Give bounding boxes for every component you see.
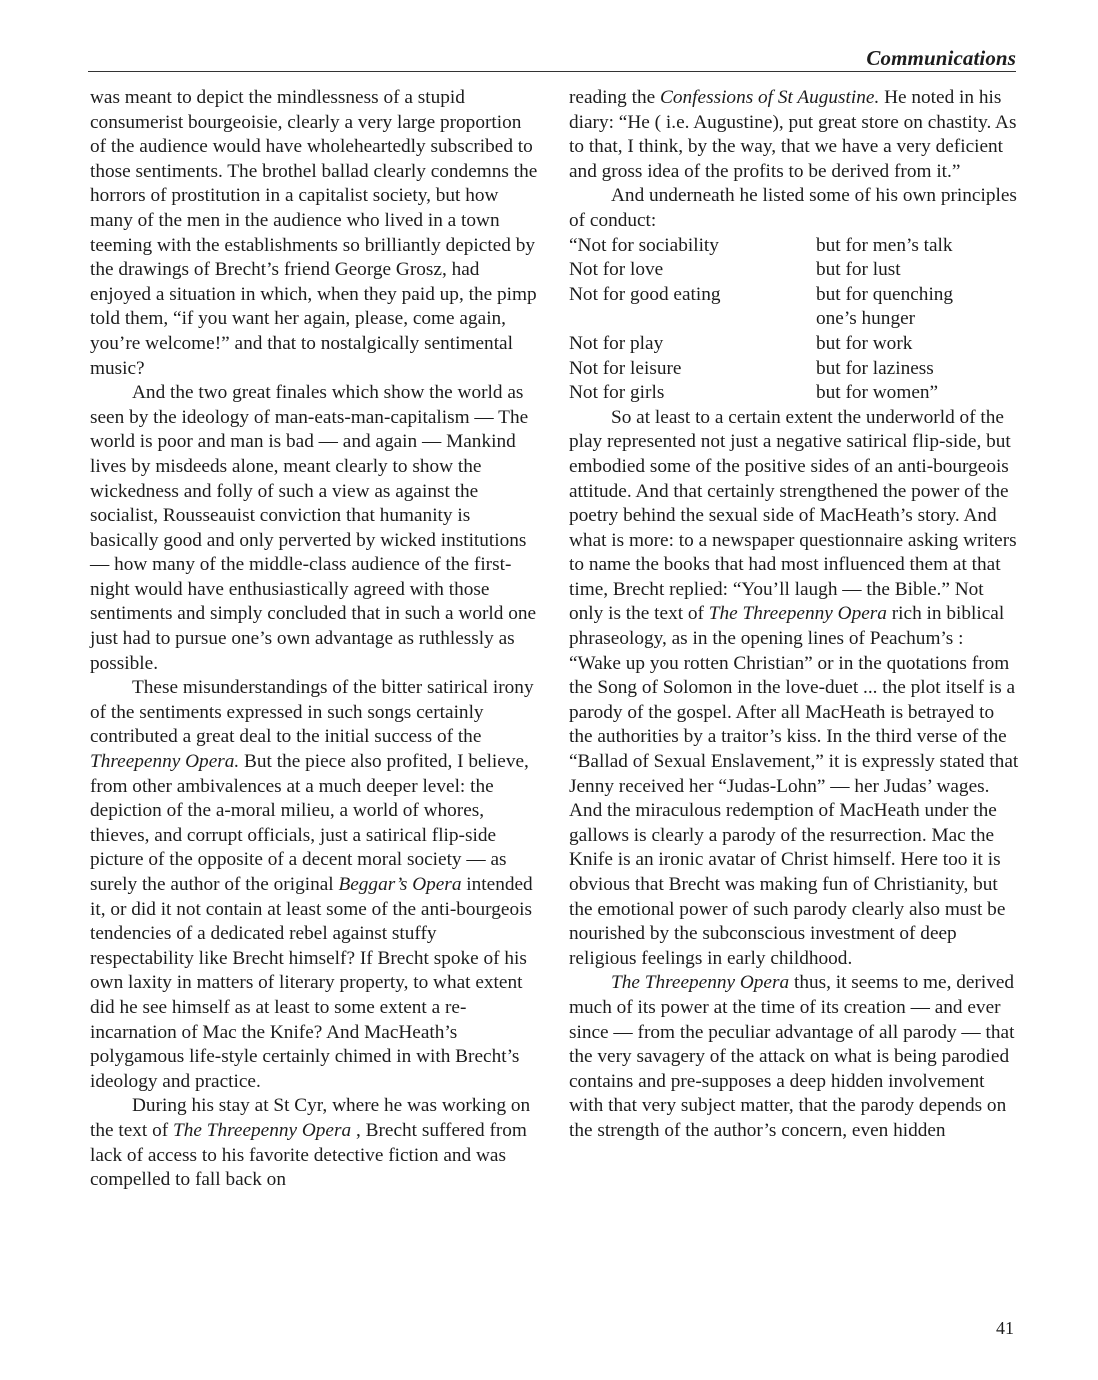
paragraph — [569, 406, 1019, 972]
running-title: Communications — [866, 46, 1016, 70]
text-run: thus, it seems to me, derived much of its power at the time of its creation — and ever since — from the peculiar advantage of all parody — that the very savagery of the attack on what is being parodied contains and pre-supposes a deep hidden involvement with that very subject matter, that the parody depends on the strength of the author’s concern, even hidden — [569, 972, 1015, 1141]
verse-right: but for laziness — [816, 357, 934, 379]
verse-left: “Not for sociability — [569, 234, 719, 256]
right-column — [569, 86, 1019, 1144]
text-run: intended it, or did it not contain at least some of the anti-bourgeois tendencies of a dedicated rebel against stuffy respectability like Brecht himself? If Brecht spoke of his own laxity in matters of literary property, to what extent did he see himself as at least to some extent a re-incarnation of Mac the Knife? And MacHeath’s polygamous life-style certainly chimed in with Brecht’s ideology and practice. — [90, 874, 533, 1092]
verse-line — [569, 332, 1019, 357]
italic-title: The Threepenny Opera — [173, 1119, 352, 1141]
verse-left: Not for leisure — [569, 357, 682, 379]
text-run: He noted in his diary: “He ( i.e. Augustine), put great store on chastity. As to that, I think, by the way, that we have a very deficient and gross idea of the profits to be derived from it.” — [569, 87, 1017, 182]
paragraph — [569, 971, 1019, 1143]
verse-left: Not for love — [569, 259, 664, 281]
italic-title: The Threepenny Opera — [708, 603, 887, 625]
text-run: reading the — [569, 87, 661, 108]
page-number: 41 — [996, 1318, 1014, 1338]
header-rule — [88, 71, 1016, 72]
text-run: , Brecht suffered from lack of access to his favorite detective fiction and was compelled to fall back on — [90, 1119, 527, 1191]
verse-line — [569, 283, 1019, 308]
principles-verse — [569, 234, 1019, 406]
verse-right: but for women” — [816, 382, 939, 404]
verse-right: but for men’s talk — [816, 234, 953, 256]
paragraph: was meant to depict the mindlessness of a stupid consumerist bourgeoisie, clearly a very large proportion of the audience would have wholeheartedly subscribed to those sentiments. The brothel ballad clearly condemns the horrors of prostitution in a capitalist society, but how many of the men in the audience who lived in a town teeming with the establishments so brilliantly depicted by the drawings of Brecht’s friend George Grosz, had enjoyed a situation in which, when they paid up, the pimp told them, “if you want her again, please, come again, you’re welcome!” and that to nostalgically sentimental music? — [90, 87, 538, 379]
paragraph — [569, 86, 1019, 184]
verse-line — [569, 357, 1019, 382]
paragraph: And the two great finales which show the world as seen by the ideology of man-eats-man-capitalism — The world is poor and man is bad — and again — Mankind lives by misdeeds alone, meant clearly to show the wickedness and folly of such a view as against the socialist, Rousseauist conviction that humanity is basically good and only perverted by wicked institutions — how many of the middle-class audience of the first-night would have enthusiastically agreed with those sentiments and simply concluded that in such a world one just had to pursue one’s own advantage as ruthlessly as possible. — [90, 382, 537, 674]
italic-title: Confessions of St Augustine. — [660, 87, 880, 108]
verse-left — [569, 307, 816, 332]
verse-right: but for quenching — [816, 283, 954, 305]
verse-line — [569, 381, 1019, 406]
verse-left: Not for good eating — [569, 283, 721, 305]
italic-title: The Threepenny Opera — [611, 972, 790, 994]
text-run: But the piece also profited, I believe, from other ambivalences at a much deeper level: the depiction of the a-moral milieu, a world of whores, thieves, and corrupt officials, just a satirical flip-side picture of the opposite of a decent moral society — as surely the author of the original — [90, 751, 529, 895]
paragraph: And underneath he listed some of his own principles of conduct: — [569, 185, 1017, 231]
text-run: During his stay at St Cyr, where he was working on the text of — [90, 1095, 531, 1141]
verse-left: Not for girls — [569, 382, 665, 404]
text-run: So at least to a certain extent the underworld of the play represented not just a negative satirical flip-side, but embodied some of the positive sides of an anti-bourgeois attitude. And that certainly strengthened the power of the poetry behind the sexual side of MacHeath’s story. And what is more: to a newspaper questionnaire asking writers to name the books that had most influenced them at that time, Brecht replied: “You’ll laugh — the Bible.” Not only is the text of — [569, 406, 1017, 625]
paragraph — [90, 676, 542, 1094]
paragraph — [90, 1094, 542, 1192]
verse-right: one’s hunger — [816, 308, 916, 330]
verse-right: but for work — [816, 332, 913, 354]
italic-title: Beggar’s Opera — [338, 874, 462, 895]
text-run: rich in biblical phraseology, as in the opening lines of Peachum’s : “Wake up you rotten Christian” or in the quotations from the Song of Solomon in the love-duet ... the plot itself is a parody of the gospel. After all MacHeath is betrayed to the authorities by a traitor’s kiss. In the third verse of the “Ballad of Sexual Enslavement,” it is expressly stated that Jenny received her “Judas-Lohn” — her Judas’ wages. And the miraculous redemption of MacHeath under the gallows is clearly a parody of the resurrection. Mac the Knife is an ironic avatar of Christ himself. Here too it is obvious that Brecht was making fun of Christianity, but the emotional power of such parody clearly also must be nourished by the subconscious investment of deep religious feelings in early childhood. — [569, 603, 1019, 969]
verse-line — [569, 234, 1019, 259]
verse-line — [569, 258, 1019, 283]
text-run: These misunderstandings of the bitter satirical irony of the sentiments expressed in such songs certainly contributed a great deal to the initial success of the — [90, 677, 534, 748]
verse-right: but for lust — [816, 259, 901, 281]
left-column — [90, 86, 542, 1193]
verse-line — [569, 307, 1019, 332]
verse-left: Not for play — [569, 332, 664, 354]
italic-title: Threepenny Opera. — [90, 751, 240, 773]
